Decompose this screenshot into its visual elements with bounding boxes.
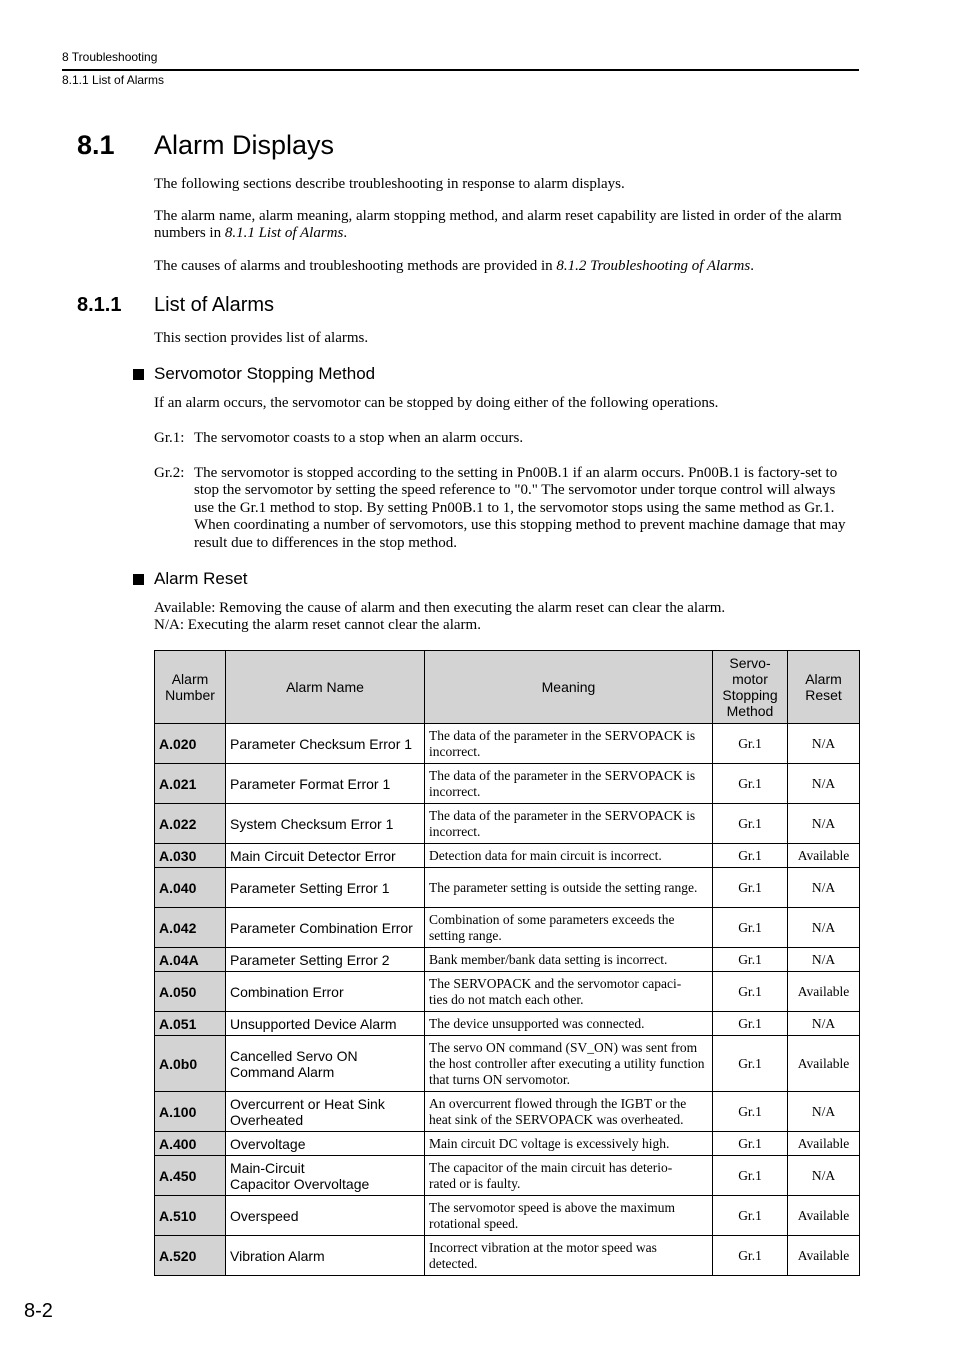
alarm-code: A.030 (155, 844, 226, 868)
alarm-meaning: The servo ON command (SV_ON) was sent from the host controller after executing a utility function that turns ON servomotor. (425, 1036, 713, 1092)
alarm-stopping-method: Gr.1 (713, 1132, 788, 1156)
table-row (155, 1092, 860, 1132)
alarm-reset-value: N/A (788, 764, 860, 804)
alarm-code: A.022 (155, 804, 226, 844)
alarm-code: A.051 (155, 1012, 226, 1036)
alarm-stopping-method: Gr.1 (713, 1236, 788, 1276)
alarm-list-table (154, 650, 860, 1276)
alarm-reset-na: N/A: Executing the alarm reset cannot clear the alarm. (154, 617, 481, 633)
table-row (155, 1196, 860, 1236)
alarm-code: A.0b0 (155, 1036, 226, 1092)
intro-p2-end: . (343, 225, 348, 241)
alarm-code: A.450 (155, 1156, 226, 1196)
alarm-code: A.021 (155, 764, 226, 804)
alarm-name: Overcurrent or Heat Sink Overheated (226, 1092, 425, 1132)
alarm-reset-heading (133, 569, 248, 589)
table-row (155, 1156, 860, 1196)
alarm-meaning: Incorrect vibration at the motor speed was detected. (425, 1236, 713, 1276)
alarm-name: Main-Circuit Capacitor Overvoltage (226, 1156, 425, 1196)
alarm-name: Parameter Format Error 1 (226, 764, 425, 804)
alarm-meaning: Bank member/bank data setting is incorrect. (425, 948, 713, 972)
alarm-meaning: The capacitor of the main circuit has deterio- rated or is faulty. (425, 1156, 713, 1196)
alarm-reset-value: N/A (788, 804, 860, 844)
alarm-meaning: The data of the parameter in the SERVOPACK is incorrect. (425, 764, 713, 804)
alarm-meaning: The device unsupported was connected. (425, 1012, 713, 1036)
page-number: 8-2 (24, 1300, 53, 1322)
alarm-reset-value: Available (788, 1036, 860, 1092)
alarm-stopping-method: Gr.1 (713, 804, 788, 844)
subsection-title: List of Alarms (154, 294, 275, 316)
gr2-text: The servomotor is stopped according to the setting in Pn00B.1 if an alarm occurs. Pn00B.1 is factory-set to stop the servomotor by setting the speed reference to "0." The servomotor under torque control will always use the Gr.1 method to stop. By setting Pn00B.1 to 1, the servomotor stops using the same method as Gr.1. When coordinating a number of servomotors, use this stopping method to prevent machine damage that may result due to differences in the stop method. (194, 465, 846, 551)
alarm-meaning: An overcurrent flowed through the IGBT or the heat sink of the SERVOPACK was overheated. (425, 1092, 713, 1132)
alarm-name: Parameter Setting Error 2 (226, 948, 425, 972)
table-row (155, 972, 860, 1012)
alarm-name: Overspeed (226, 1196, 425, 1236)
intro-paragraph-2 (154, 208, 859, 242)
table-row (155, 1012, 860, 1036)
alarm-code: A.040 (155, 868, 226, 908)
alarm-stopping-method: Gr.1 (713, 948, 788, 972)
alarm-stopping-method: Gr.1 (713, 908, 788, 948)
alarm-code: A.050 (155, 972, 226, 1012)
gr2-label: Gr.2: (154, 465, 185, 481)
alarm-reset-value: Available (788, 1236, 860, 1276)
cross-reference-troubleshooting: 8.1.2 Troubleshooting of Alarms (556, 258, 751, 274)
alarm-name: Cancelled Servo ON Command Alarm (226, 1036, 425, 1092)
alarm-name: Parameter Setting Error 1 (226, 868, 425, 908)
alarm-stopping-method: Gr.1 (713, 724, 788, 764)
table-row (155, 908, 860, 948)
alarm-meaning: The servomotor speed is above the maximum rotational speed. (425, 1196, 713, 1236)
alarm-code: A.042 (155, 908, 226, 948)
table-row (155, 948, 860, 972)
alarm-code: A.020 (155, 724, 226, 764)
running-header-chapter: 8 Troubleshooting (62, 50, 158, 64)
alarm-code: A.04A (155, 948, 226, 972)
alarm-stopping-method: Gr.1 (713, 972, 788, 1012)
alarm-stopping-method: Gr.1 (713, 868, 788, 908)
gr2-item (154, 465, 859, 552)
alarm-reset-value: N/A (788, 948, 860, 972)
alarm-reset-value: Available (788, 1132, 860, 1156)
table-row (155, 1132, 860, 1156)
alarm-name: Parameter Combination Error (226, 908, 425, 948)
table-row (155, 868, 860, 908)
alarm-name: Parameter Checksum Error 1 (226, 724, 425, 764)
header-alarm-number: Alarm Number (155, 651, 226, 724)
alarm-name: Combination Error (226, 972, 425, 1012)
stopping-method-title: Servomotor Stopping Method (154, 364, 376, 383)
subsection-intro: This section provides list of alarms. (154, 330, 369, 346)
alarm-code: A.510 (155, 1196, 226, 1236)
header-alarm-reset: Alarm Reset (788, 651, 860, 724)
alarm-reset-value: N/A (788, 868, 860, 908)
alarm-name: Unsupported Device Alarm (226, 1012, 425, 1036)
intro-p3-text: The causes of alarms and troubleshooting methods are provided in (154, 258, 557, 274)
alarm-stopping-method: Gr.1 (713, 764, 788, 804)
alarm-reset-value: Available (788, 1196, 860, 1236)
gr1-item (154, 430, 859, 447)
intro-paragraph-1: The following sections describe troubleshooting in response to alarm displays. (154, 176, 625, 192)
running-header-section: 8.1.1 List of Alarms (62, 73, 165, 87)
alarm-reset-value: N/A (788, 1156, 860, 1196)
bullet-square-icon (133, 369, 144, 380)
alarm-reset-value: N/A (788, 724, 860, 764)
table-row (155, 804, 860, 844)
table-row (155, 724, 860, 764)
alarm-reset-available: Available: Removing the cause of alarm and then executing the alarm reset can clear the alarm. (154, 600, 726, 616)
alarm-meaning: The data of the parameter in the SERVOPACK is incorrect. (425, 804, 713, 844)
alarm-name: Overvoltage (226, 1132, 425, 1156)
header-stopping-method: Servo- motor Stopping Method (713, 651, 788, 724)
intro-paragraph-3 (154, 258, 859, 275)
alarm-code: A.400 (155, 1132, 226, 1156)
alarm-name: Main Circuit Detector Error (226, 844, 425, 868)
alarm-meaning: The SERVOPACK and the servomotor capaci- ties do not match each other. (425, 972, 713, 1012)
alarm-stopping-method: Gr.1 (713, 844, 788, 868)
alarm-reset-value: N/A (788, 1092, 860, 1132)
section-number: 8.1 (77, 130, 115, 160)
alarm-reset-title: Alarm Reset (154, 569, 248, 588)
alarm-reset-value: N/A (788, 1012, 860, 1036)
table-row (155, 844, 860, 868)
alarm-meaning: The parameter setting is outside the setting range. (425, 868, 713, 908)
alarm-stopping-method: Gr.1 (713, 1092, 788, 1132)
alarm-meaning: Main circuit DC voltage is excessively high. (425, 1132, 713, 1156)
table-row (155, 764, 860, 804)
gr1-label: Gr.1: (154, 430, 185, 446)
header-rule (62, 69, 859, 71)
alarm-code: A.520 (155, 1236, 226, 1276)
cross-reference-list-of-alarms: 8.1.1 List of Alarms (224, 225, 344, 241)
gr1-text: The servomotor coasts to a stop when an alarm occurs. (194, 430, 524, 446)
section-heading (77, 130, 334, 161)
alarm-stopping-method: Gr.1 (713, 1156, 788, 1196)
alarm-name: Vibration Alarm (226, 1236, 425, 1276)
alarm-reset-value: N/A (788, 908, 860, 948)
stopping-method-heading (133, 364, 375, 384)
table-row (155, 1236, 860, 1276)
section-title: Alarm Displays (154, 130, 335, 160)
alarm-reset-value: Available (788, 844, 860, 868)
alarm-meaning: The data of the parameter in the SERVOPACK is incorrect. (425, 724, 713, 764)
intro-p3-end: . (750, 258, 754, 274)
alarm-name: System Checksum Error 1 (226, 804, 425, 844)
subsection-heading (77, 294, 274, 317)
header-alarm-name: Alarm Name (226, 651, 425, 724)
bullet-square-icon (133, 574, 144, 585)
alarm-stopping-method: Gr.1 (713, 1012, 788, 1036)
table-row (155, 1036, 860, 1092)
stopping-intro: If an alarm occurs, the servomotor can be stopped by doing either of the following operations. (154, 395, 719, 411)
intro-p2-text: The alarm name, alarm meaning, alarm stopping method, and alarm reset capability are listed in order of the alarm numbers in (154, 208, 842, 241)
alarm-meaning: Detection data for main circuit is incorrect. (425, 844, 713, 868)
alarm-meaning: Combination of some parameters exceeds the setting range. (425, 908, 713, 948)
alarm-stopping-method: Gr.1 (713, 1036, 788, 1092)
alarm-stopping-method: Gr.1 (713, 1196, 788, 1236)
alarm-reset-value: Available (788, 972, 860, 1012)
header-meaning: Meaning (425, 651, 713, 724)
alarm-code: A.100 (155, 1092, 226, 1132)
subsection-number: 8.1.1 (77, 294, 122, 316)
table-header-row (155, 651, 860, 724)
